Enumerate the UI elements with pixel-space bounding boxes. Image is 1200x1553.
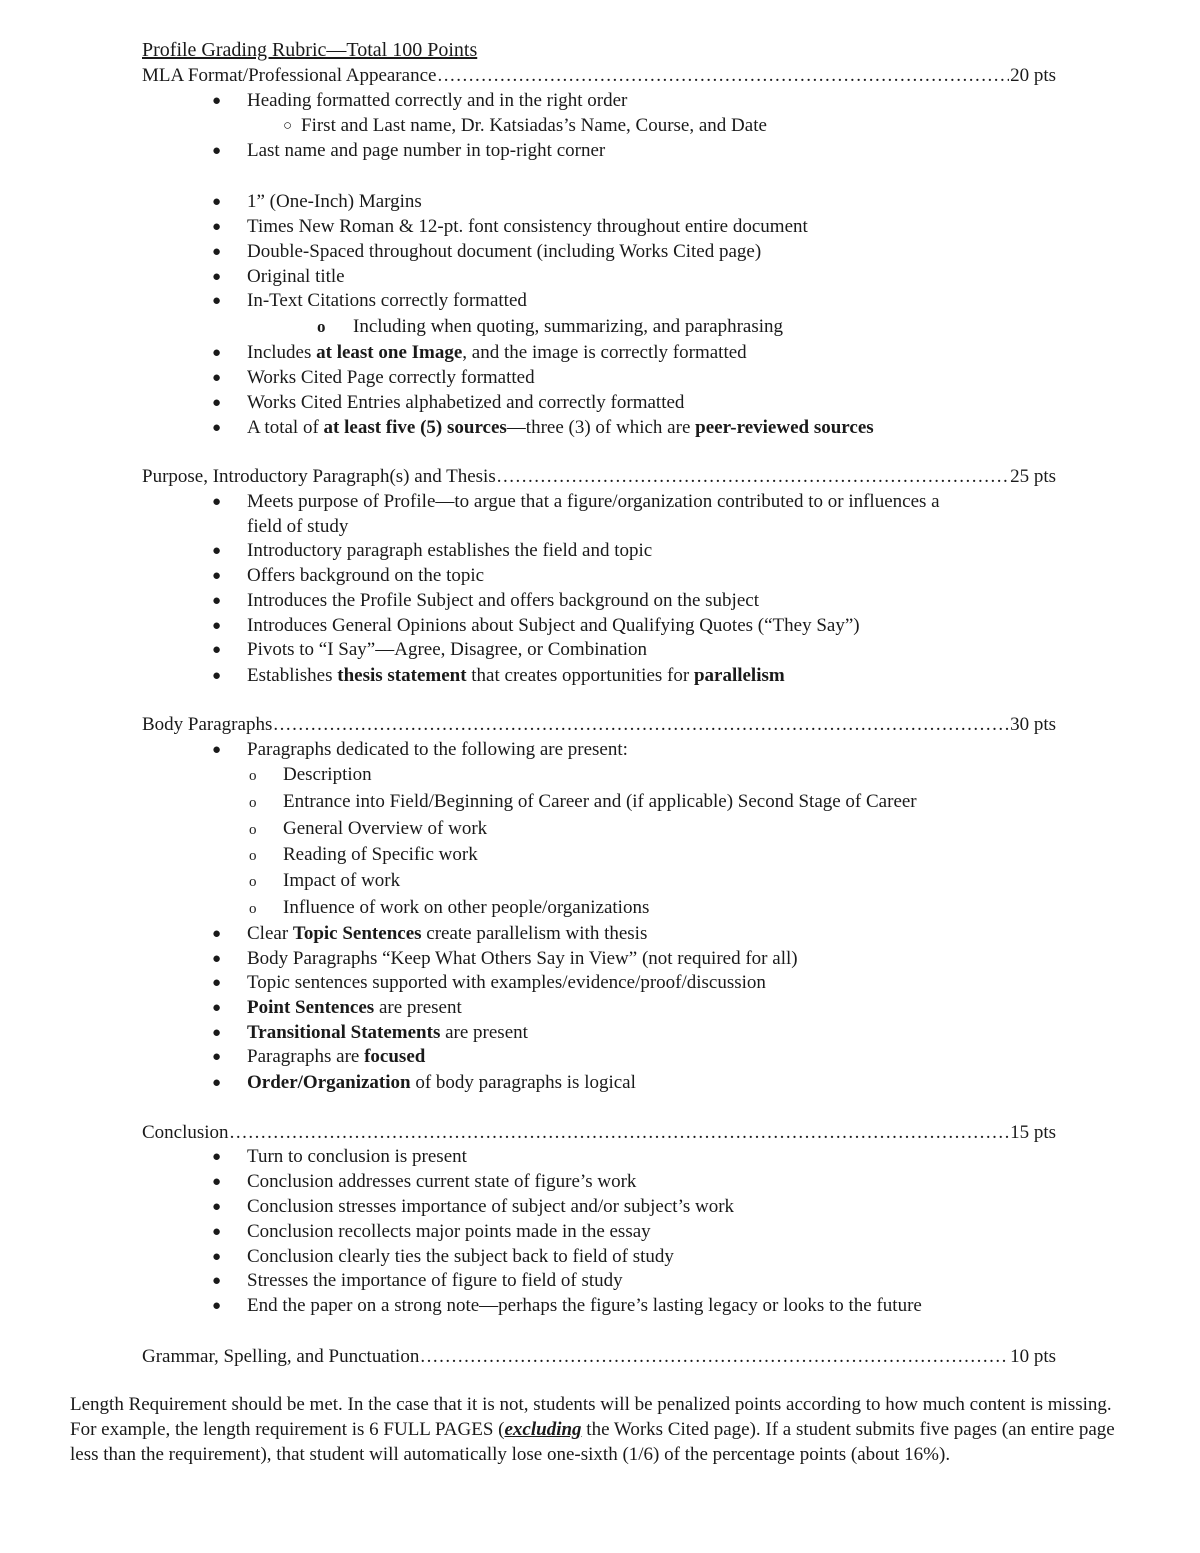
bullet-icon: ● xyxy=(212,1049,222,1065)
bullet-icon: ● xyxy=(212,1298,222,1314)
rubric-subitem: Entrance into Field/Beginning of Career and (if applicable) Second Stage of Career xyxy=(283,791,917,812)
rubric-item-topic: Clear Topic Sentences create parallelism with thesis xyxy=(247,923,648,944)
bullet-icon: ● xyxy=(212,345,222,361)
bullet-icon: ● xyxy=(212,975,222,991)
hollow-bullet-icon: ○ xyxy=(283,118,293,134)
bullet-icon: ● xyxy=(212,618,222,634)
bullet-icon: ● xyxy=(212,395,222,411)
bullet-icon: ● xyxy=(212,1249,222,1265)
rubric-item: Body Paragraphs “Keep What Others Say in View” (not required for all) xyxy=(247,948,798,969)
length-requirement-note: Length Requirement should be met. In the case that it is not, students will be penalized points according to how much content is missing. For example, the length requirement is 6 FULL PAGES (excluding the Works Cited page). If a student submits five pages (an entire page less than the requirement), that student will automatically lose one-sixth (1/6) of the percentage points (about 16%). xyxy=(70,1394,1115,1465)
rubric-item: In-Text Citations correctly formatted xyxy=(247,290,527,311)
section-header-conclusion xyxy=(142,1123,1056,1142)
rubric-item-transition: Transitional Statements are present xyxy=(247,1022,528,1043)
leader-dots xyxy=(420,1347,1009,1366)
bullet-icon: ● xyxy=(212,420,222,436)
rubric-item-point: Point Sentences are present xyxy=(247,997,462,1018)
o-bullet-icon: o xyxy=(249,874,257,890)
rubric-item: Last name and page number in top-right corner xyxy=(247,140,606,161)
section-points: 15 pts xyxy=(1010,1122,1056,1143)
rubric-item-continuation: field of study xyxy=(247,516,349,537)
bullet-icon: ● xyxy=(212,543,222,559)
bullet-icon: ● xyxy=(212,1000,222,1016)
rubric-item: Introductory paragraph establishes the field and topic xyxy=(247,540,653,561)
bullet-icon: ● xyxy=(212,1174,222,1190)
bullet-icon: ● xyxy=(212,494,222,510)
rubric-item: End the paper on a strong note—perhaps the figure’s lasting legacy or looks to the future xyxy=(247,1295,922,1316)
rubric-item-image: Includes at least one Image, and the image is correctly formatted xyxy=(247,342,747,363)
section-points: 30 pts xyxy=(1010,714,1056,735)
rubric-item: Pivots to “I Say”—Agree, Disagree, or Combination xyxy=(247,639,647,660)
bold-o-bullet-icon: o xyxy=(317,317,326,336)
leader-dots xyxy=(497,467,1009,486)
o-bullet-icon: o xyxy=(249,901,257,917)
bullet-icon: ● xyxy=(212,244,222,260)
rubric-item-sources: A total of at least five (5) sources—three (3) of which are peer-reviewed sources xyxy=(247,417,874,438)
rubric-item: Conclusion clearly ties the subject back to field of study xyxy=(247,1246,674,1267)
rubric-subitem: Description xyxy=(283,764,372,785)
bullet-icon: ● xyxy=(212,219,222,235)
section-points: 25 pts xyxy=(1010,466,1056,487)
rubric-item: Double-Spaced throughout document (including Works Cited page) xyxy=(247,241,762,262)
rubric-subitem: General Overview of work xyxy=(283,818,488,839)
rubric-item: Paragraphs dedicated to the following are present: xyxy=(247,739,628,760)
rubric-item-focused: Paragraphs are focused xyxy=(247,1046,426,1067)
bullet-icon: ● xyxy=(212,742,222,758)
bullet-icon: ● xyxy=(212,1273,222,1289)
o-bullet-icon: o xyxy=(249,795,257,811)
rubric-item-order: Order/Organization of body paragraphs is logical xyxy=(247,1072,636,1093)
bullet-icon: ● xyxy=(212,926,222,942)
rubric-item: Introduces General Opinions about Subject and Qualifying Quotes (“They Say”) xyxy=(247,615,860,636)
leader-dots xyxy=(437,66,1009,85)
rubric-subitem: Influence of work on other people/organizations xyxy=(283,897,650,918)
rubric-item: Heading formatted correctly and in the right order xyxy=(247,90,628,111)
rubric-item: Works Cited Entries alphabetized and correctly formatted xyxy=(247,392,685,413)
rubric-item: Introduces the Profile Subject and offers background on the subject xyxy=(247,590,759,611)
bullet-icon: ● xyxy=(212,143,222,159)
section-label: Conclusion xyxy=(142,1122,229,1143)
bullet-icon: ● xyxy=(212,642,222,658)
section-points: 10 pts xyxy=(1010,1346,1056,1367)
bullet-icon: ● xyxy=(212,1149,222,1165)
bullet-icon: ● xyxy=(212,1199,222,1215)
rubric-item: Offers background on the topic xyxy=(247,565,485,586)
rubric-item: Times New Roman & 12-pt. font consistency throughout entire document xyxy=(247,216,808,237)
rubric-item: Conclusion recollects major points made in the essay xyxy=(247,1221,651,1242)
rubric-item: Stresses the importance of figure to field of study xyxy=(247,1270,623,1291)
bullet-icon: ● xyxy=(212,951,222,967)
rubric-item-thesis: Establishes thesis statement that creates opportunities for parallelism xyxy=(247,665,785,686)
o-bullet-icon: o xyxy=(249,822,257,838)
rubric-item: Conclusion stresses importance of subject and/or subject’s work xyxy=(247,1196,735,1217)
rubric-item: Meets purpose of Profile—to argue that a figure/organization contributed to or influences a xyxy=(247,491,940,512)
rubric-subitem: Including when quoting, summarizing, and paraphrasing xyxy=(353,316,784,337)
section-label: Body Paragraphs xyxy=(142,714,273,735)
section-header-grammar xyxy=(142,1347,1056,1366)
bullet-icon: ● xyxy=(212,293,222,309)
rubric-item: 1” (One-Inch) Margins xyxy=(247,191,422,212)
section-header-mla xyxy=(142,66,1056,85)
bullet-icon: ● xyxy=(212,1025,222,1041)
bullet-icon: ● xyxy=(212,93,222,109)
bullet-icon: ● xyxy=(212,1224,222,1240)
rubric-item: Conclusion addresses current state of figure’s work xyxy=(247,1171,637,1192)
bullet-icon: ● xyxy=(212,568,222,584)
bullet-icon: ● xyxy=(212,668,222,684)
rubric-item: Turn to conclusion is present xyxy=(247,1146,467,1167)
bullet-icon: ● xyxy=(212,593,222,609)
rubric-item: Topic sentences supported with examples/evidence/proof/discussion xyxy=(247,972,766,993)
bullet-icon: ● xyxy=(212,269,222,285)
section-header-purpose xyxy=(142,467,1056,486)
page-title: Profile Grading Rubric—Total 100 Points xyxy=(142,39,478,61)
o-bullet-icon: o xyxy=(249,768,257,784)
rubric-item: Works Cited Page correctly formatted xyxy=(247,367,535,388)
rubric-subitem: Reading of Specific work xyxy=(283,844,478,865)
rubric-subitem: Impact of work xyxy=(283,870,401,891)
section-label: Grammar, Spelling, and Punctuation xyxy=(142,1346,420,1367)
bullet-icon: ● xyxy=(212,370,222,386)
o-bullet-icon: o xyxy=(249,848,257,864)
section-label: Purpose, Introductory Paragraph(s) and Thesis xyxy=(142,466,496,487)
section-header-body xyxy=(142,715,1056,734)
section-label: MLA Format/Professional Appearance xyxy=(142,65,437,86)
rubric-subitem: First and Last name, Dr. Katsiadas’s Name, Course, and Date xyxy=(301,115,767,136)
bullet-icon: ● xyxy=(212,1075,222,1091)
leader-dots xyxy=(273,715,1009,734)
rubric-item: Original title xyxy=(247,266,345,287)
section-points: 20 pts xyxy=(1010,65,1056,86)
leader-dots xyxy=(230,1123,1010,1142)
bullet-icon: ● xyxy=(212,194,222,210)
